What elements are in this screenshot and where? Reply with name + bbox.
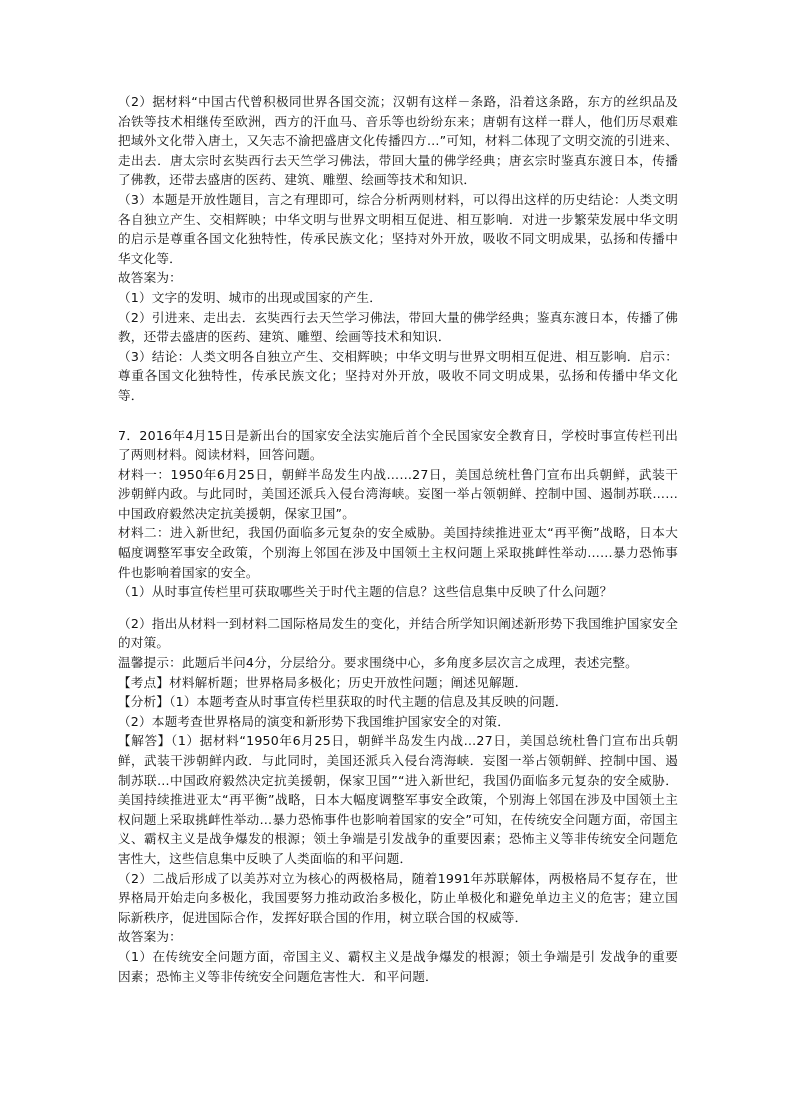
sub-question-2: （2）指出从材料一到材料二国际格局发生的变化，并结合所学知识阐述新形势下我国维护国家安全的对策。 bbox=[118, 615, 678, 651]
final-answer-label: 故答案为： bbox=[118, 929, 182, 945]
material-1: 材料一：1950年6月25日，朝鲜半岛发生内战……27日，美国总统杜鲁门宣布出兵朝鲜，武装干涉朝鲜内政。与此同时，美国还派兵入侵台湾海峡。妄图一举占领朝鲜、控制中国、遏制苏联……中国政府毅然决定抗美援朝，保家卫国”。 bbox=[118, 466, 678, 521]
solution-1: 【解答】（1）据材料“1950年6月25日，朝鲜半岛发生内战…27日，美国总统杜鲁门宣布出兵朝鲜，武装干涉朝鲜内政．与此同时，美国还派兵入侵台湾海峡．妄图一举占领朝鲜、控制中国、遏制苏联…中国政府毅然决定抗美援朝，保家卫国”“进入新世纪，我国仍面临多元复杂的安全威胁．美国持续推进亚太“再平衡”战略，日本大幅度调整军事安全政策，个别海上邻国在涉及中国领土主权问题上采取挑衅性举动…暴力恐怖事件也影响着国家的安全”可知，在传统安全问题方面，帝国主义、霸权主义是战争爆发的根源；领土争端是引发战争的重要因素；恐怖主义等非传统安全问题危害性大，这些信息集中反映了人类面临的和平问题． bbox=[118, 733, 678, 866]
document-page bbox=[118, 92, 678, 986]
material-2: 材料二：进入新世纪，我国仍面临多元复杂的安全威胁。美国持续推进亚太“再平衡”战略，日本大幅度调整军事安全政策，个别海上邻国在涉及中国领土主权问题上采取挑衅性举动……暴力恐怖事件也影响着国家的安全。 bbox=[118, 525, 678, 580]
answer-item-1: （1）文字的发明、城市的出现或国家的产生． bbox=[118, 289, 383, 305]
answer-item-3: （3）结论：人类文明各自独立产生、交相辉映；中华文明与世界文明相互促进、相互影响．启示：尊重各国文化独特性，传承民族文化；坚持对外开放，吸收不同文明成果，弘扬和传播中华文化等． bbox=[118, 348, 678, 403]
question-7: 7．2016年4月15日是新出台的国家安全法实施后首个全民国家安全教育日，学校时事宣传栏刊出了两则材料。阅读材料，回答问题。 bbox=[118, 427, 678, 463]
tip: 温馨提示：此题后半问4分，分层给分。要求围绕中心，多角度多层次言之成理，表述完整。 bbox=[118, 655, 638, 671]
knowledge-point: 【考点】材料解析题；世界格局多极化；历史开放性问题；阐述见解题． bbox=[118, 674, 528, 690]
answer-item-2: （2）引进来、走出去．玄奘西行去天竺学习佛法，带回大量的佛学经典；鉴真东渡日本，传播了佛教，还带去盛唐的医药、建筑、雕塑、绘画等技术和知识． bbox=[118, 309, 678, 345]
answer-paragraph-2: （2）据材料“中国古代曾积极同世界各国交流；汉朝有这样－条路，沿着这条路，东方的丝织品及冶铁等技术相继传至欧洲，西方的汗血马、音乐等也纷纷东来；唐朝有这样一群人，他们历尽艰难把域外文化带入唐土，又矢志不渝把盛唐文化传播四方…”可知，材料二体现了文明交流的引进来、走出去．唐太宗时玄奘西行去天竺学习佛法，带回大量的佛学经典；唐玄宗时鉴真东渡日本，传播了佛教，还带去盛唐的医药、建筑、雕塑、绘画等技术和知识． bbox=[118, 94, 678, 188]
answer-label: 故答案为： bbox=[118, 270, 182, 286]
answer-paragraph-3: （3）本题是开放性题目，言之有理即可，综合分析两则材料，可以得出这样的历史结论：人类文明各自独立产生、交相辉映；中华文明与世界文明相互促进、相互影响．对进一步繁荣发展中华文明的启示是尊重各国文化独特性，传承民族文化；坚持对外开放，吸收不同文明成果，弘扬和传播中华文化等． bbox=[118, 191, 678, 266]
solution-2: （2）二战后形成了以美苏对立为核心的两极格局，随着1991年苏联解体，两极格局不复存在，世界格局开始走向多极化，我国要努力推动政治多极化，防止单极化和避免单边主义的危害；建立国际新秩序，促进国际合作，发挥好联合国的作用，树立联合国的权威等． bbox=[118, 870, 678, 925]
final-answer-1: （1）在传统安全问题方面，帝国主义、霸权主义是战争爆发的根源；领土争端是引 发战争的重要因素；恐怖主义等非传统安全问题危害性大．和平问题． bbox=[118, 948, 678, 984]
analysis-1: 【分析】（1）本题考查从时事宣传栏里获取的时代主题的信息及其反映的问题． bbox=[118, 694, 568, 710]
sub-question-1: （1）从时事宣传栏里可获取哪些关于时代主题的信息？这些信息集中反映了什么问题？ bbox=[118, 584, 613, 600]
analysis-2: （2）本题考查世界格局的演变和新形势下我国维护国家安全的对策． bbox=[118, 713, 511, 729]
